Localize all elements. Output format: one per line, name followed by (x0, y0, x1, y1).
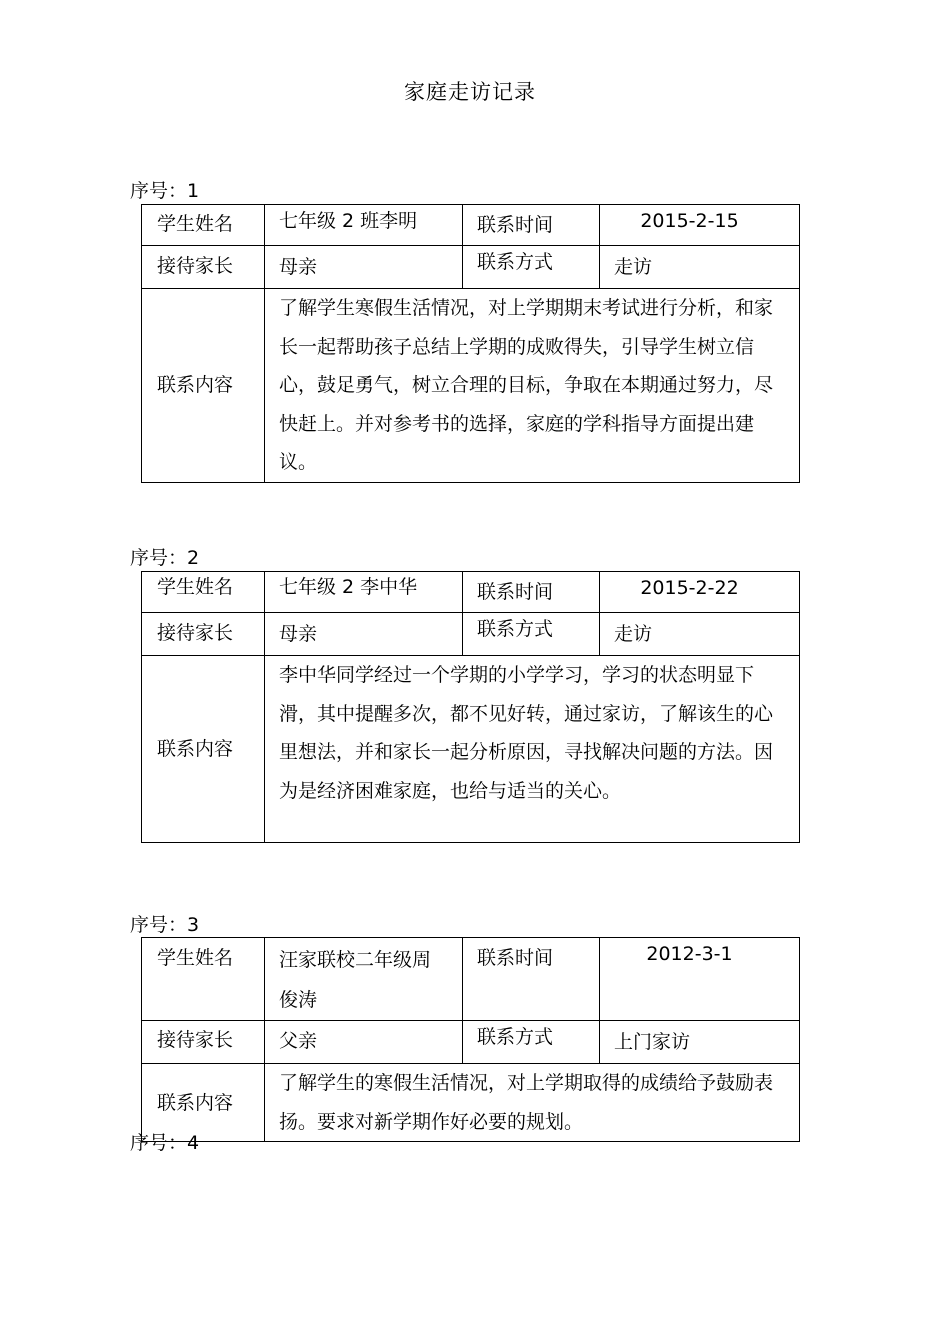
record-1-seq-label: 序号：1 (130, 180, 200, 202)
record-3-contact-time-value: 2012-3-1 (600, 938, 800, 1021)
record-2-student-name-label: 学生姓名 (142, 572, 265, 613)
record-3-content-text: 了解学生的寒假生活情况，对上学期取得的成绩给予鼓励表扬。要求对新学期作好必要的规划。 (265, 1064, 800, 1142)
record-3-contact-time-label: 联系时间 (463, 938, 600, 1021)
record-1-student-name-value: 七年级 2 班李明 (265, 205, 463, 246)
record-3-parent-label: 接待家长 (142, 1021, 265, 1064)
record-2-parent-value: 母亲 (265, 613, 463, 656)
document-title: 家庭走访记录 (404, 80, 536, 104)
record-1-contact-time-value: 2015-2-15 (600, 205, 800, 246)
record-2-contact-time-value: 2015-2-22 (600, 572, 800, 613)
record-1-content-text: 了解学生寒假生活情况，对上学期期末考试进行分析，和家长一起帮助孩子总结上学期的成败得失，引导学生树立信心，鼓足勇气，树立合理的目标，争取在本期通过努力，尽快赶上。并对参考书的选择，家庭的学科指导方面提出建议。 (265, 289, 800, 483)
record-3-content-label: 联系内容 (142, 1064, 265, 1142)
record-2-content-text: 李中华同学经过一个学期的小学学习，学习的状态明显下滑，其中提醒多次，都不见好转，通过家访，了解该生的心里想法，并和家长一起分析原因，寻找解决问题的方法。因为是经济困难家庭，也给与适当的关心。 (265, 656, 800, 843)
record-1-contact-time-label: 联系时间 (463, 205, 600, 246)
record-2-content-label: 联系内容 (142, 656, 265, 843)
record-2-contact-time-label: 联系时间 (463, 572, 600, 613)
record-3-seq-label: 序号：3 (130, 914, 200, 936)
record-3-table (141, 937, 800, 1142)
record-3-student-name-value (265, 938, 463, 1021)
record-3-parent-value: 父亲 (265, 1021, 463, 1064)
record-4-seq-label: 序号：4 (130, 1132, 200, 1154)
record-3-contact-method-value: 上门家访 (600, 1021, 800, 1064)
record-1-contact-method-label: 联系方式 (463, 246, 600, 289)
record-3-contact-method-label: 联系方式 (463, 1021, 600, 1064)
record-2-contact-method-value: 走访 (600, 613, 800, 656)
record-2-contact-method-label: 联系方式 (463, 613, 600, 656)
record-1-table (141, 204, 800, 483)
record-3-student-name-text: 汪家联校二年级周俊涛 (279, 949, 432, 1011)
record-2-parent-label: 接待家长 (142, 613, 265, 656)
record-1-student-name-label: 学生姓名 (142, 205, 265, 246)
record-1-content-label: 联系内容 (142, 289, 265, 483)
record-3-student-name-label: 学生姓名 (142, 938, 265, 1021)
record-1-parent-label: 接待家长 (142, 246, 265, 289)
record-2-student-name-value: 七年级 2 李中华 (265, 572, 463, 613)
record-2-seq-label: 序号：2 (130, 547, 200, 569)
record-1-parent-value: 母亲 (265, 246, 463, 289)
record-1-contact-method-value: 走访 (600, 246, 800, 289)
record-2-table (141, 571, 800, 843)
